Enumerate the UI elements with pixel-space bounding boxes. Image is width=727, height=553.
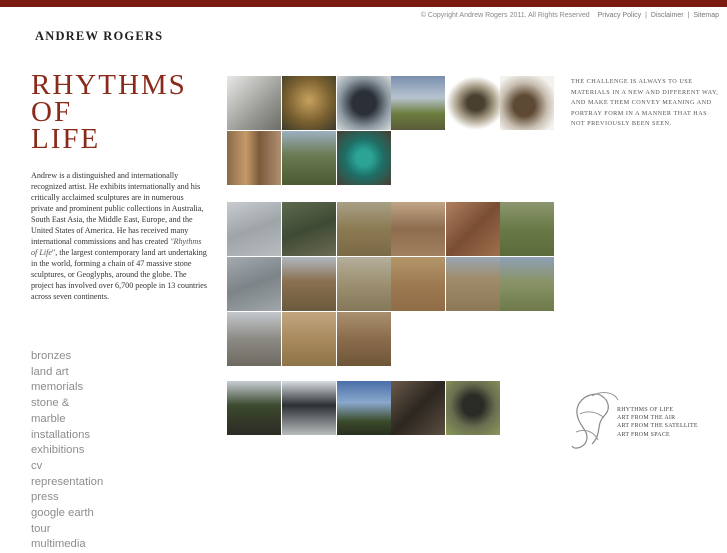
nav-item-google-earth[interactable]: google earth — [31, 507, 94, 520]
geoglyph-thumbnail[interactable] — [337, 257, 391, 311]
site-logo[interactable]: ANDREW ROGERS — [35, 29, 164, 43]
nav-item-tour[interactable]: tour — [31, 522, 51, 535]
memorial-thumbnail[interactable] — [227, 381, 281, 435]
bio-italic: "Rhythms of Life — [31, 237, 202, 257]
logo-text-line: ART FROM THE AIR — [617, 415, 676, 422]
geoglyph-thumbnail[interactable] — [391, 257, 445, 311]
memorial-thumbnail[interactable] — [391, 381, 445, 435]
geoglyph-thumbnail[interactable] — [227, 202, 281, 256]
top-links — [419, 12, 719, 19]
sculpture-thumbnail[interactable] — [227, 131, 281, 185]
geoglyph-thumbnail[interactable] — [337, 202, 391, 256]
artist-bio — [31, 170, 207, 302]
disclaimer-link[interactable]: Disclaimer — [650, 12, 684, 19]
nav-item-marble[interactable]: marble — [31, 412, 66, 425]
title-line: RHYTHMS — [31, 69, 187, 101]
geoglyph-thumbnail[interactable] — [337, 312, 391, 366]
geoglyph-thumbnail[interactable] — [446, 202, 500, 256]
nav-item-cv[interactable]: cv — [31, 459, 43, 472]
geoglyph-thumbnail[interactable] — [282, 202, 336, 256]
sculpture-thumbnail[interactable] — [282, 131, 336, 185]
nav-item-land-art[interactable]: land art — [31, 365, 69, 378]
nav-item-exhibitions[interactable]: exhibitions — [31, 444, 85, 457]
logo-text-line: RHYTHMS OF LIFE — [617, 407, 674, 413]
title-line: LIFE — [31, 123, 101, 155]
nav-item-stone[interactable]: stone & — [31, 397, 70, 410]
sitemap-link[interactable]: Sitemap — [693, 12, 719, 19]
privacy-policy-link[interactable]: Privacy Policy — [597, 12, 642, 19]
nav-item-press[interactable]: press — [31, 491, 59, 504]
bio-text: ", the largest contemporary land art undertaking in the world, forming a chain of 47 massive stone sculptures, or Geoglyphs, around the globe. The project has involved over 6,700 people in 13 countries across seven continents. — [31, 248, 207, 301]
geoglyph-thumbnail[interactable] — [391, 202, 445, 256]
separator: | — [645, 12, 647, 19]
title-line: OF — [31, 96, 73, 128]
logo-text-line: ART FROM SPACE — [617, 431, 670, 438]
copyright-text: © Copyright Andrew Rogers 2011. All Rights Reserved — [420, 12, 590, 19]
sculpture-thumbnail[interactable] — [227, 76, 281, 130]
nav-item-memorials[interactable]: memorials — [31, 381, 84, 394]
geoglyph-thumbnail[interactable] — [227, 312, 281, 366]
bio-text: Andrew is a distinguished and internationally recognized artist. He exhibits internationally and his critically acclaimed sculptures are in numerous private and prominent public collections in Australia, South East Asia, the Middle East, Europe, and the United States of America. He has received many international commissions and has created — [31, 171, 204, 246]
sculpture-thumbnail[interactable] — [337, 76, 391, 130]
sculpture-thumbnail[interactable] — [391, 76, 445, 130]
sculpture-thumbnail[interactable] — [337, 131, 391, 185]
sculpture-thumbnail[interactable] — [500, 76, 554, 130]
memorial-thumbnail[interactable] — [446, 381, 500, 435]
nav-item-multimedia[interactable]: multimedia — [31, 538, 86, 551]
rhythms-of-life-logo-text — [617, 406, 698, 439]
geoglyph-thumbnail[interactable] — [446, 257, 500, 311]
quote-text: THE CHALLENGE IS ALWAYS TO USE MATERIALS IN A NEW AND DIFFERENT WAY, AND MAKE THEM CONVEY MEANING AND PORTRAY FORM IN A MANNER THAT HAS NOT PREVIOUSLY BEEN SEEN. — [571, 78, 719, 127]
top-bar — [0, 0, 727, 7]
separator: | — [687, 12, 690, 19]
geoglyph-thumbnail[interactable] — [282, 257, 336, 311]
nav-item-representation[interactable]: representation — [31, 475, 104, 488]
memorial-thumbnail[interactable] — [282, 381, 336, 435]
geoglyph-thumbnail[interactable] — [500, 257, 554, 311]
nav-item-bronzes[interactable]: bronzes — [31, 350, 72, 362]
geoglyph-thumbnail[interactable] — [500, 202, 554, 256]
sculpture-thumbnail[interactable] — [282, 76, 336, 130]
logo-text-line: ART FROM THE SATELLITE — [617, 423, 698, 430]
main-nav — [31, 349, 201, 553]
nav-item-installations[interactable]: installations — [31, 428, 91, 441]
geoglyph-thumbnail[interactable] — [282, 312, 336, 366]
geoglyph-thumbnail[interactable] — [227, 257, 281, 311]
sculpture-thumbnail[interactable] — [446, 76, 500, 130]
page-title — [31, 69, 211, 155]
memorial-thumbnail[interactable] — [337, 381, 391, 435]
